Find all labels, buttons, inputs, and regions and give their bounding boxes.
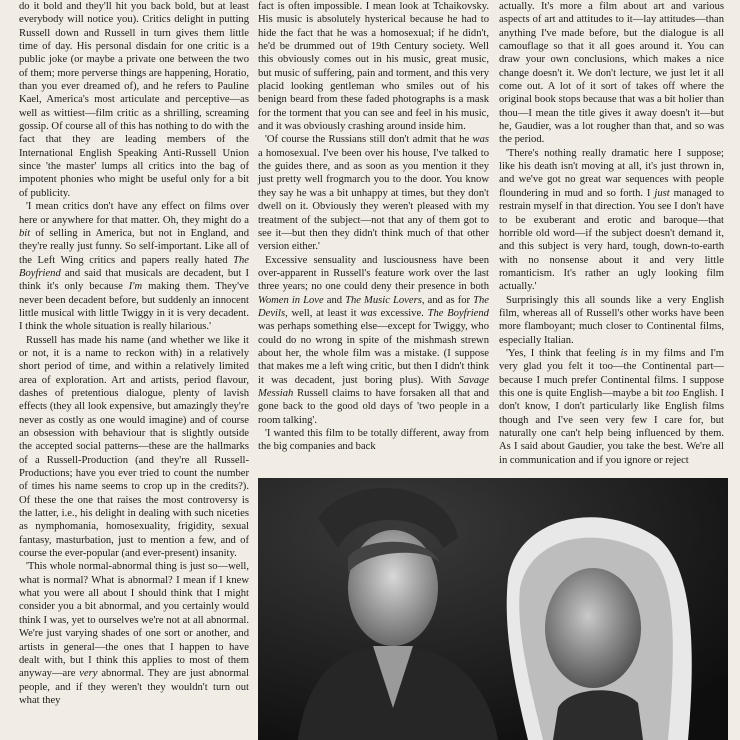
film-still-photo: [258, 478, 728, 740]
text-column-2: [258, 0, 489, 454]
paragraph: Russell has made his name (and whether we like it or not, it is a name to reckon with) in a relatively short period of time, and within a relatively limited area of exploration. Art and artists, period flavour, dashes of pretentious dialogue, plenty of lavish effects (they all look expensive, but amazingly they're never as costly as one would imagine) and of course an obsession with behaviour that is slightly outside the accepted social patterns—these are the hallmarks of a Russell-Production (and they're all Russell-Productions; have you ever tried to count the number of times his name seems to crop up in the credits?). Of these the one that raises the most controversy is the latter, i.e., his delight in dealing with such niceties as nymphomania, homosexuality, frigidity, sexual fantasy, masturbation, just to mention a few, and of course the ever-popular (and ever-present) insanity.: [19, 334, 249, 560]
figure-woman-fur-hat: [507, 517, 692, 740]
text-column-3: [499, 0, 724, 467]
paragraph: Surprisingly this all sounds like a very English film, whereas all of Russell's other works have been more flamboyant; much closer to Continental films, especially Italian.: [499, 294, 724, 346]
paragraph: 'Yes, I think that feeling is in my films and I'm very glad you felt it too—the Continental part—because I much prefer Continental films. I suppose this one is quite English—maybe a bit too English. I don't know, I don't particularly like English films though and I've seen very few I care for, but naturally one can't help being influenced by them. As I said about Gaudier, you take the best. We're all in communication and if you ignore or reject: [499, 347, 724, 466]
text-column-1: [19, 0, 249, 707]
paragraph: 'There's nothing really dramatic here I suppose; like his death isn't moving at all, it's just thrown in, and we've got no great war sequences with people floundering in mud and so forth. I just managed to restrain myself in that direction. You see I don't have to be exuberant and erotic and baroque—that horrible old word—if the subject doesn't demand it, and this subject is very hard, tough, down-to-earth with no nonsense about it and very little romanticism. It's rather an ugly looking film actually.': [499, 147, 724, 293]
paragraph: 'Of course the Russians still don't admit that he was a homosexual. I've been over his house, I've talked to the guides there, and as soon as you mention it they just pretty well frogmarch you to the door. You know they say he was a bit unhappy at times, but they don't dwell on it. Obviously they weren't pleased with my treatment of the subject—not that any of them got to see it—but then they didn't think much of that other version either.': [258, 134, 489, 253]
paragraph: 'I mean critics don't have any effect on films over here or anywhere for that matter. Oh, they might do a bit of selling in America, but not in England, and they're really just funny. So self-important. Like all of the Left Wing critics and papers really hated The Boyfriend and said that musicals are decadent, but I think it's only because I'm making them. They've never been decadent before, but suddenly an innocent little musical with little Twiggy in it is very decadent. I think the whole situation is really hilarious.': [19, 201, 249, 333]
paragraph: fact is often impossible. I mean look at Tchaikovsky. His music is absolutely hysterical because he had to hide the fact that he was a homosexual; if he didn't, he'd be drummed out of 19th Century society. Well this obviously comes out in his music, great music, but music of suffering, pain and torment, and this very placid looking gentleman who smiles out of his benign beard from these faded photographs is a mask for the torment that you can see and feel in his music, and it was obviously crashing around inside him.: [258, 1, 489, 133]
paragraph: 'This whole normal-abnormal thing is just so—well, what is normal? What is abnormal? I mean if I knew what you were all about I should think that I might consider you a bit abnormal, and you certainly would think I was, yet to ourselves we're not at all abnormal. We're just varying shades of one sort or another, and artists in general—the ones that I happen to have dealt with, but I think this applies to most of them anyway—are very abnormal. They are just abnormal people, and if they weren't they wouldn't turn out what they: [19, 561, 249, 706]
paragraph: do it bold and they'll hit you back bold, but at least everybody will notice you). Critics delight in putting Russell down and Russell in turn gives them little time of day. His personal disdain for one critic is a public joke (or maybe a private one between the two of them; more perverse things are happening, Horatio, than you ever dreamed of), and he refers to Pauline Kael, America's most articulate and perceptive—as well as wittiest—film critic as a shrilling, screaming gossip. Of course all of this has nothing to do with the fact that they are leading members of the International English Speaking Anti-Russell Union since 'the master' lumps all critics into the bag of impotent phonies who might be useful only for a bit of publicity.: [19, 1, 249, 199]
paragraph: actually. It's more a film about art and various aspects of art and attitudes to it—lay attitudes—than anything I've made before, but the dialogue is all camouflage so that it all goes around it. You can draw your own conclusions, which makes a nice change doesn't it. We don't lecture, we just let it all come out. A lot of it sort of takes off where the original book stops because that was a bit holier than thou—I mean the title gives it away doesn't it—but he, Gaudier, was a lot rougher than that, and so was the period.: [499, 1, 724, 146]
film-still-image: [258, 478, 728, 740]
paragraph: 'I wanted this film to be totally different, away from the big companies and back: [258, 428, 489, 453]
paragraph: Excessive sensuality and lusciousness have been over-apparent in Russell's feature work over the last three years; no one could deny their presence in both Women in Love and The Music Lovers, and as for The Devils, well, at least it was excessive. The Boyfriend was perhaps something else—except for Twiggy, who could do no wrong in spite of the mishmash strewn about her, the whole film was a mistake. (I suppose that makes me a left wing critic, but then I didn't think it was decadent, just boring plus). With Savage Messiah Russell claims to have forsaken all that and gone back to the good old days of 'two people in a room talking'.: [258, 254, 489, 426]
